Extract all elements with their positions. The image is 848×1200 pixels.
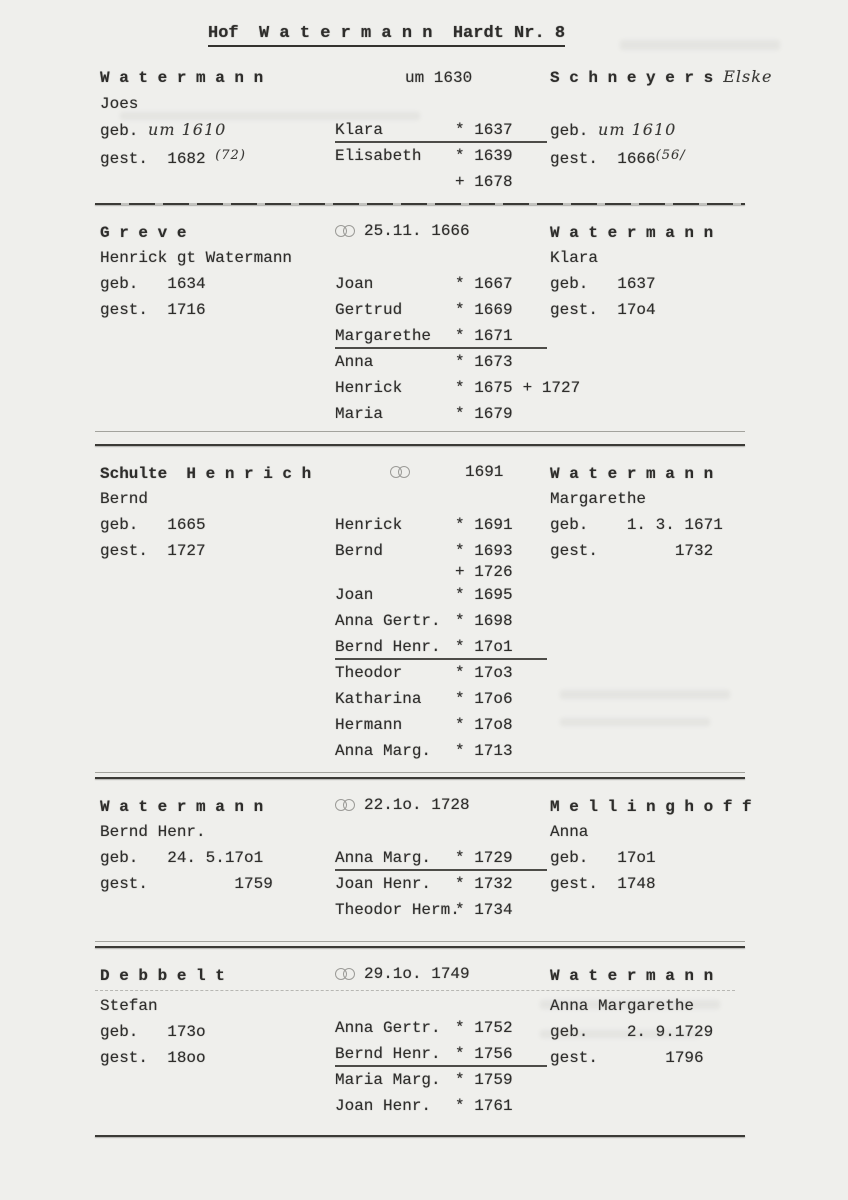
child-row	[335, 634, 547, 660]
child-birth-year: * 1669	[455, 301, 513, 319]
section-divider-faint	[95, 431, 745, 432]
husband-surname: W a t e r m a n n	[100, 798, 264, 816]
child-name: Joan	[335, 586, 374, 604]
section-divider	[95, 777, 745, 779]
child-birth-year: * 17o8	[455, 716, 513, 734]
gest-line: gest. 1682	[100, 150, 216, 168]
section-divider	[95, 946, 745, 948]
child-row	[335, 143, 547, 169]
geb-line: geb. 2. 9.1729	[550, 1023, 714, 1041]
child-name: Bernd	[335, 542, 384, 560]
child-name: Joan	[335, 275, 374, 293]
child-birth-year: * 1695	[455, 586, 513, 604]
husband-surname: Schulte H e n r i c h	[100, 465, 312, 483]
husband-firstname: Bernd Henr.	[100, 823, 206, 841]
geb-label: geb.	[550, 122, 599, 140]
wife-firstname: Anna	[550, 823, 589, 841]
children-list	[335, 819, 550, 923]
bleed-through-line	[95, 990, 735, 991]
geb-line: geb. 1634	[100, 275, 206, 293]
family-section-3	[100, 458, 848, 764]
handwritten-age-note: (72)	[215, 148, 246, 163]
gest-line: gest. 1759	[100, 875, 273, 893]
geb-line: geb. 17o1	[550, 849, 656, 867]
child-row	[335, 686, 547, 712]
husband-surname: G r e v e	[100, 224, 187, 242]
child-birth-year: * 1729	[455, 849, 513, 867]
child-birth-year: * 1759	[455, 1071, 513, 1089]
child-name: Henrick	[335, 379, 403, 397]
husband-block	[100, 993, 335, 1071]
child-name: Klara	[335, 121, 384, 139]
gest-line: gest. 17o4	[550, 301, 656, 319]
child-birth-year: * 1698	[455, 612, 513, 630]
child-birth-year: * 17o6	[455, 690, 513, 708]
child-row	[335, 117, 547, 143]
child-row	[335, 169, 547, 195]
child-row	[335, 1041, 547, 1067]
family-section-4	[100, 791, 848, 923]
child-row	[335, 1093, 547, 1119]
section-divider	[95, 444, 745, 446]
child-birth-year: * 1667	[455, 275, 513, 293]
marriage-date: 29.1o. 1749	[364, 965, 470, 983]
child-birth-year: * 1679	[455, 405, 513, 423]
marriage-date: 1691	[465, 463, 504, 481]
wife-block	[550, 993, 713, 1071]
child-row	[335, 582, 547, 608]
child-birth-year: * 1673	[455, 353, 513, 371]
child-name: Anna Marg.	[335, 742, 432, 760]
children-list	[335, 993, 550, 1119]
child-name: Henrick	[335, 516, 403, 534]
child-name	[335, 169, 455, 195]
marriage-date: um 1630	[405, 69, 473, 87]
child-name: Maria	[335, 405, 384, 423]
children-list	[335, 486, 550, 764]
child-row	[335, 660, 547, 686]
husband-block	[100, 486, 335, 564]
gest-line: gest. 1796	[550, 1049, 704, 1067]
child-birth-year: * 1675	[455, 379, 513, 397]
child-name	[335, 564, 455, 582]
page-title: Hof W a t e r m a n n Hardt Nr. 8	[208, 24, 565, 47]
husband-surname: D e b b e l t	[100, 967, 225, 985]
husband-firstname: Joes	[100, 95, 139, 113]
marriage-symbol-icon	[335, 968, 356, 980]
child-row	[335, 564, 547, 582]
wife-firstname: Anna Margarethe	[550, 997, 695, 1015]
child-row	[335, 538, 547, 564]
marriage-symbol-icon	[390, 466, 411, 478]
marriage-symbol-icon	[335, 799, 356, 811]
child-name: Anna	[335, 353, 374, 371]
section-divider-faint	[95, 772, 745, 773]
child-name: Gertrud	[335, 301, 403, 319]
child-birth-year: * 1671	[455, 327, 513, 345]
child-row	[335, 512, 547, 538]
child-row	[335, 401, 547, 427]
child-row	[335, 323, 547, 349]
wife-block	[550, 486, 723, 564]
family-section-1	[100, 63, 848, 195]
wife-firstname: Margarethe	[550, 490, 647, 508]
family-section-5	[100, 960, 848, 1119]
gest-line: gest. 18oo	[100, 1049, 206, 1067]
child-birth-year: * 1691	[455, 516, 513, 534]
child-name: Theodor	[335, 664, 403, 682]
gest-line: gest. 1748	[550, 875, 656, 893]
child-row	[335, 738, 547, 764]
family-section-2	[100, 217, 848, 427]
handwritten-birth-year: um 1610	[598, 120, 677, 139]
child-name: Hermann	[335, 716, 403, 734]
child-name: Anna Gertr.	[335, 612, 441, 630]
child-name: Margarethe	[335, 327, 432, 345]
wife-surname: S c h n e y e r s	[550, 69, 714, 87]
child-row	[335, 871, 547, 897]
child-row	[335, 1067, 547, 1093]
husband-firstname: Stefan	[100, 997, 158, 1015]
child-death-year: + 1727	[522, 379, 581, 397]
child-name: Bernd Henr.	[335, 638, 441, 656]
section-divider-faint	[95, 941, 745, 942]
page-bottom-rule	[95, 1135, 745, 1137]
gest-line: gest. 1727	[100, 542, 206, 560]
child-name: Joan Henr.	[335, 875, 432, 893]
geb-line: geb. 1. 3. 1671	[550, 516, 723, 534]
child-row	[335, 897, 547, 923]
geb-line: geb. 1665	[100, 516, 206, 534]
child-birth-year: + 1678	[455, 173, 513, 191]
geb-line: geb. 173o	[100, 1023, 206, 1041]
child-birth-year: * 1637	[455, 121, 513, 139]
child-name: Bernd Henr.	[335, 1045, 441, 1063]
child-row	[335, 297, 547, 323]
child-birth-year: * 1761	[455, 1097, 513, 1115]
child-birth-year: * 1752	[455, 1019, 513, 1037]
wife-surname: W a t e r m a n n	[550, 224, 714, 242]
child-row	[335, 375, 581, 401]
child-name: Theodor Herm.	[335, 901, 460, 919]
gest-line: gest. 1666	[550, 150, 656, 168]
child-name: Katharina	[335, 690, 422, 708]
gest-line: gest. 1732	[550, 542, 714, 560]
child-name: Joan Henr.	[335, 1097, 432, 1115]
child-birth-year: * 1639	[455, 147, 513, 165]
husband-block	[100, 245, 335, 323]
wife-surname: W a t e r m a n n	[550, 465, 714, 483]
wife-firstname: Klara	[550, 249, 599, 267]
child-birth-year: * 17o1	[455, 638, 513, 656]
child-name: Anna Marg.	[335, 849, 432, 867]
child-birth-year: * 1713	[455, 742, 513, 760]
marriage-date: 25.11. 1666	[364, 222, 470, 240]
child-name: Maria Marg.	[335, 1071, 441, 1089]
handwritten-wife-name: Elske	[723, 67, 773, 86]
wife-surname: W a t e r m a n n	[550, 967, 714, 985]
handwritten-birth-year: um 1610	[148, 120, 227, 139]
husband-firstname: Bernd	[100, 490, 149, 508]
child-row	[335, 845, 547, 871]
husband-firstname: Henrick gt Watermann	[100, 249, 293, 267]
child-birth-year: * 1693	[455, 542, 513, 560]
child-birth-year: * 1756	[455, 1045, 513, 1063]
section-divider	[95, 203, 745, 205]
child-row	[335, 608, 547, 634]
wife-block	[550, 245, 656, 323]
husband-block	[100, 91, 335, 169]
child-birth-year: + 1726	[455, 563, 513, 581]
marriage-symbol-icon	[335, 225, 356, 237]
geb-line: geb. 1637	[550, 275, 656, 293]
child-row	[335, 1015, 547, 1041]
marriage-date: 22.1o. 1728	[364, 796, 470, 814]
child-birth-year: * 1732	[455, 875, 513, 893]
wife-block	[550, 819, 656, 897]
child-name: Elisabeth	[335, 147, 422, 165]
gest-line: gest. 1716	[100, 301, 206, 319]
handwritten-age-note: (56/	[655, 148, 686, 163]
child-birth-year: * 17o3	[455, 664, 513, 682]
wife-surname: M e l l i n g h o f f	[550, 798, 752, 816]
children-list	[335, 91, 550, 195]
child-row	[335, 349, 547, 375]
child-name: Anna Gertr.	[335, 1019, 441, 1037]
wife-block	[550, 91, 686, 169]
husband-surname: W a t e r m a n n	[100, 69, 264, 87]
child-birth-year: * 1734	[455, 901, 513, 919]
geb-line: geb. 24. 5.17o1	[100, 849, 264, 867]
wife-firstname	[550, 91, 686, 117]
child-row	[335, 712, 547, 738]
geb-label: geb.	[100, 122, 149, 140]
husband-block	[100, 819, 335, 897]
child-row	[335, 271, 547, 297]
